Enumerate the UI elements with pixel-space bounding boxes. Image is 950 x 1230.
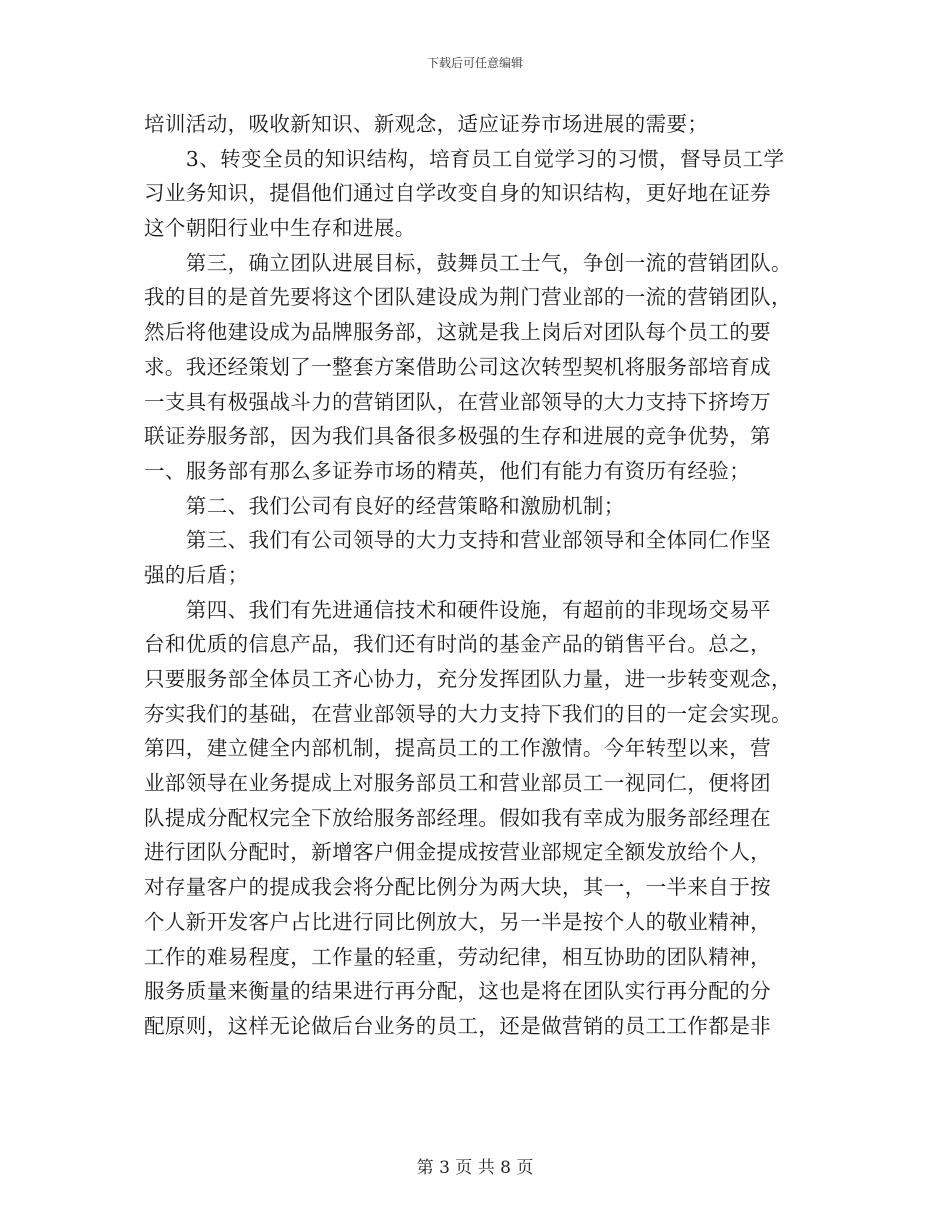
text-line: 第四、我们有先进通信技术和硬件设施，有超前的非现场交易平 (144, 597, 771, 622)
text-line: 第三，确立团队进展目标，鼓舞员工士气，争创一流的营销团队。 (144, 250, 792, 275)
text-line: 第二、我们公司有良好的经营策略和激励机制； (144, 493, 625, 518)
text-line: 习业务知识，提倡他们通过自学改变自身的知识结构，更好地在证券 (144, 181, 771, 206)
text-line: 一、服务部有那么多证券市场的精英，他们有能力有资历有经验； (144, 458, 751, 483)
page-footer: 第 3 页 共 8 页 (416, 1158, 534, 1178)
text-line: 第三、我们有公司领导的大力支持和营业部领导和全体同仁作坚 (144, 528, 771, 553)
text-line: 服务质量来衡量的结果进行再分配，这也是将在团队实行再分配的分 (144, 979, 771, 1004)
text-line: 我的目的是首先要将这个团队建设成为荆门营业部的一流的营销团队， (144, 285, 792, 310)
text-line: 这个朝阳行业中生存和进展。 (144, 216, 416, 241)
text-line: 求。我还经策划了一整套方案借助公司这次转型契机将服务部培育成 (144, 354, 771, 379)
text-line: 一支具有极强战斗力的营销团队，在营业部领导的大力支持下挤垮万 (144, 389, 771, 414)
text-line: 夯实我们的基础，在营业部领导的大力支持下我们的目的一定会实现。 (144, 701, 792, 726)
text-line: 强的后盾； (144, 562, 249, 587)
text-line: 队提成分配权完全下放给服务部经理。假如我有幸成为服务部经理在 (144, 805, 771, 830)
text-line: 工作的难易程度，工作量的轻重，劳动纪律，相互协助的团队精神， (144, 944, 771, 969)
document-body (144, 107, 816, 1044)
text-line: 进行团队分配时，新增客户佣金提成按营业部规定全额发放给个人， (144, 840, 771, 865)
text-line: 个人新开发客户占比进行同比例放大，另一半是按个人的敬业精神， (144, 909, 771, 934)
text-line: 培训活动，吸收新知识、新观念，适应证券市场进展的需要； (144, 112, 709, 136)
text-line: 配原则，这样无论做后台业务的员工，还是做营销的员工工作都是非 (144, 1013, 771, 1038)
text-line: 第四，建立健全内部机制，提高员工的工作激情。今年转型以来，营 (144, 736, 771, 761)
text-line: 3、转变全员的知识结构，培育员工自觉学习的习惯，督导员工学 (144, 146, 785, 171)
text-line: 业部领导在业务提成上对服务部员工和营业部员工一视同仁，便将团 (144, 771, 771, 796)
text-line: 只要服务部全体员工齐心协力，充分发挥团队力量，进一步转变观念， (144, 667, 792, 691)
text-line: 然后将他建设成为品牌服务部，这就是我上岗后对团队每个员工的要 (144, 320, 771, 345)
page-header: 下载后可任意编辑 (426, 56, 523, 70)
text-line: 对存量客户的提成我会将分配比例分为两大块，其一，一半来自于按 (144, 875, 771, 900)
text-line: 台和优质的信息产品，我们还有时尚的基金产品的销售平台。总之， (144, 632, 771, 657)
text-line: 联证券服务部，因为我们具备很多极强的生存和进展的竞争优势，第 (144, 424, 771, 449)
